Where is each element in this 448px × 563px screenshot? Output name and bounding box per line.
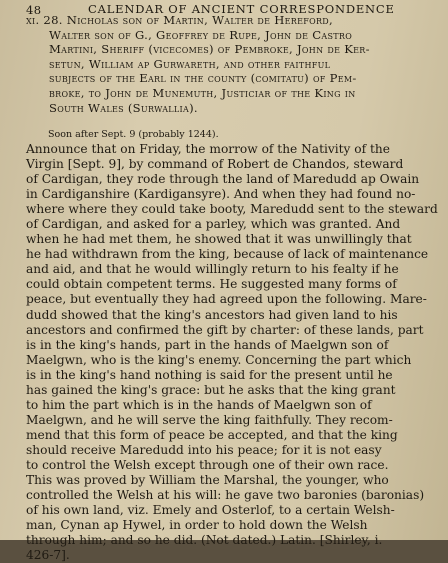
- body-line: is in the king's hand nothing is said for the present until he: [26, 367, 393, 382]
- body-line: where where they could take booty, Maredudd sent to the steward: [26, 202, 438, 217]
- body-line: when he had met them, he showed that it was unwillingly that: [26, 232, 412, 247]
- body-line: Maelgwn, and he will serve the king faithfully. They recom-: [26, 412, 393, 427]
- entry-heading-line: Martini, Sheriff (vicecomes) of Pembroke, John de Ker-: [49, 42, 370, 57]
- body-line: Maelgwn, who is the king's enemy. Concerning the part which: [26, 352, 412, 367]
- entry-heading-line: broke, to John de Munemuth, Justiciar of the King in: [49, 85, 356, 100]
- body-line: Virgin [Sept. 9], by command of Robert de Chandos, steward: [26, 157, 404, 172]
- entry-body: [26, 142, 448, 563]
- body-line: through him; and so he did. (Not dated.) Latin. [Shirley, i.: [26, 533, 383, 548]
- body-line: mend that this form of peace be accepted, and that the king: [26, 427, 398, 442]
- body-line: he had withdrawn from the king, because of lack of maintenance: [26, 247, 429, 262]
- entry-heading-line: South Wales (Surwallia).: [49, 100, 198, 115]
- body-line: of Cardigan, and asked for a parley, which was granted. And: [26, 217, 401, 232]
- body-line: 426-7].: [26, 548, 70, 563]
- date-line: Soon after Sept. 9 (probably 1244).: [48, 129, 219, 140]
- entry-heading-line: subjects of the Earl in the county (comitatu) of Pem-: [49, 71, 357, 86]
- entry-heading: [26, 13, 446, 115]
- body-line: has gained the king's grace: but he asks that the king grant: [26, 382, 396, 397]
- entry-heading-line: xi. 28. Nicholas son of Martin, Walter de Hereford,: [26, 13, 334, 27]
- body-line: to control the Welsh except through one of their own race.: [26, 457, 389, 472]
- body-line: of his own land, viz. Emely and Osterlof, to a certain Welsh-: [26, 503, 395, 518]
- running-title: CALENDAR OF ANCIENT CORRESPONDENCE: [88, 2, 395, 16]
- body-line: peace, but eventually they had agreed upon the following. Mare-: [26, 292, 427, 307]
- body-line: dudd showed that the king's ancestors had given land to his: [26, 307, 398, 322]
- body-line: to him the part which is in the hands of Maelgwn son of: [26, 397, 372, 412]
- entry-heading-line: setun, William ap Gurwareth, and other faithful: [49, 56, 331, 71]
- body-line: should receive Maredudd into his peace; for it is not easy: [26, 442, 382, 457]
- page-number: 48: [26, 3, 42, 17]
- body-line: in Cardiganshire (Kardigansyre). And when they had found no-: [26, 187, 416, 202]
- body-line: controlled the Welsh at his will: he gave two baronies (baronias): [26, 488, 425, 503]
- body-line: This was proved by William the Marshal, the younger, who: [26, 473, 389, 488]
- body-line: and aid, and that he would willingly return to his fealty if he: [26, 262, 399, 277]
- body-line: of Cardigan, they rode through the land of Maredudd ap Owain: [26, 172, 420, 187]
- body-line: man, Cynan ap Hywel, in order to hold down the Welsh: [26, 518, 368, 533]
- body-line: Announce that on Friday, the morrow of the Nativity of the: [26, 142, 390, 156]
- body-line: could obtain competent terms. He suggested many forms of: [26, 277, 397, 292]
- entry-heading-line: Walter son of G., Geoffrey de Rupe, John de Castro: [49, 27, 353, 42]
- body-line: ancestors and confirmed the gift by charter: of these lands, part: [26, 322, 424, 337]
- body-line: is in the king's hands, part in the hands of Maelgwn son of: [26, 337, 389, 352]
